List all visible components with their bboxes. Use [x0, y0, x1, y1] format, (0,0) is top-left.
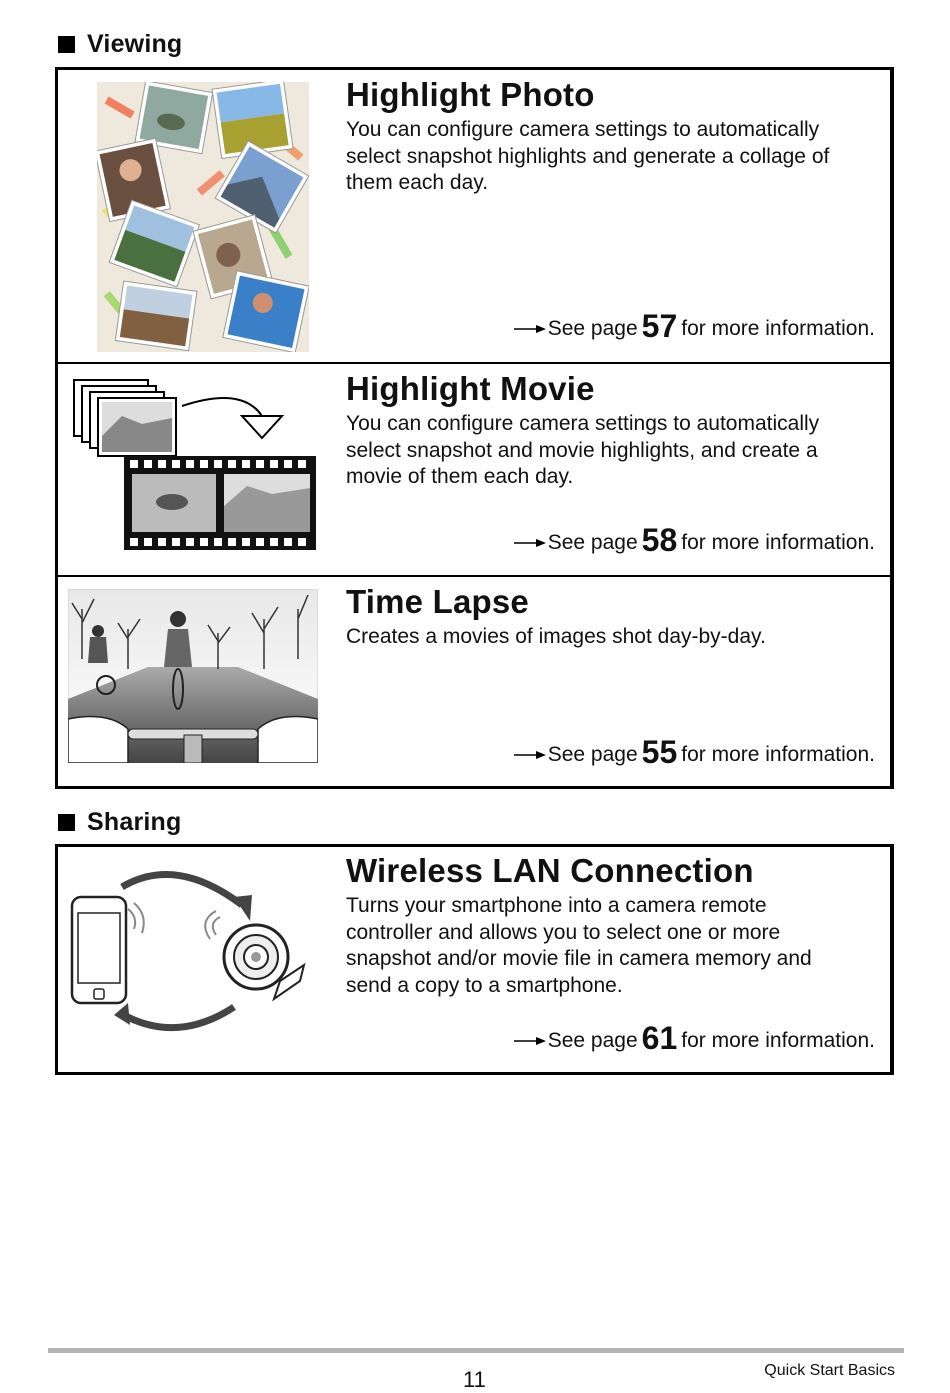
page-reference: See page 55 for more information.: [514, 734, 875, 771]
smartphone-camera-wireless-illustration: [66, 861, 310, 1041]
page-link[interactable]: 61: [641, 1020, 678, 1056]
viewing-box: [55, 67, 894, 789]
page-reference: See page 58 for more information.: [514, 522, 875, 559]
chapter-label: Quick Start Basics: [764, 1362, 895, 1379]
photo-collage-illustration: [97, 82, 309, 352]
feature-description: Creates a movies of images shot day-by-day.: [346, 625, 766, 648]
arrow-right-icon: [514, 1036, 546, 1046]
feature-wireless-lan: [58, 847, 890, 1072]
page-reference: See page 57 for more information.: [514, 308, 875, 345]
square-bullet-icon: [58, 814, 75, 831]
square-bullet-icon: [58, 36, 75, 53]
feature-description: You can configure camera settings to automatically select snapshot and movie highlights, and create a movie of them each day.: [346, 412, 820, 489]
page-number: 11: [463, 1367, 486, 1392]
feature-highlight-movie: [58, 364, 890, 577]
page-link[interactable]: 57: [641, 308, 678, 344]
arrow-right-icon: [514, 750, 546, 760]
feature-title: Highlight Movie: [346, 370, 595, 407]
sharing-box: [55, 844, 894, 1075]
section-heading-viewing: Viewing: [58, 30, 182, 59]
feature-title: Time Lapse: [346, 583, 529, 620]
feature-time-lapse: [58, 577, 890, 789]
section-heading-sharing: Sharing: [58, 808, 181, 837]
feature-description: Turns your smartphone into a camera remote controller and allows you to select one or more snapshot and/or movie file in camera memory and send a copy to a smartphone.: [346, 894, 812, 998]
feature-highlight-photo: [58, 70, 890, 364]
arrow-right-icon: [514, 324, 546, 334]
film-strip-illustration: [72, 376, 320, 552]
feature-title: Wireless LAN Connection: [346, 852, 754, 889]
footer-divider: [48, 1348, 904, 1353]
page-link[interactable]: 58: [641, 522, 678, 558]
feature-description: You can configure camera settings to automatically select snapshot highlights and generate a collage of them each day.: [346, 118, 830, 195]
page-reference: See page 61 for more information.: [514, 1020, 875, 1057]
cyclist-illustration: [68, 589, 318, 763]
feature-title: Highlight Photo: [346, 76, 595, 113]
arrow-right-icon: [514, 538, 546, 548]
page-link[interactable]: 55: [641, 734, 678, 770]
